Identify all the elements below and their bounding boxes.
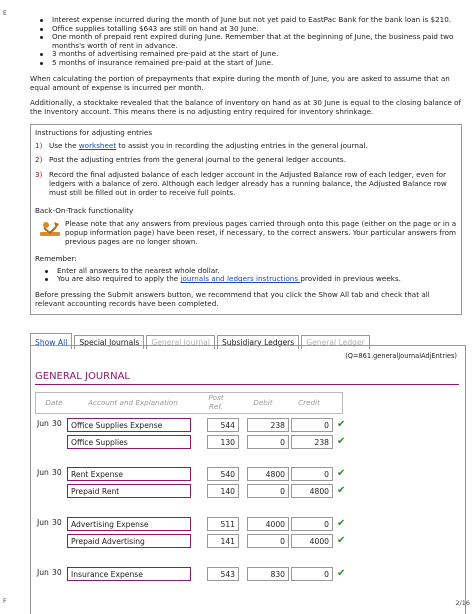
credit-input[interactable]: 4800 <box>291 484 333 498</box>
page-number: 2/16 <box>455 599 470 607</box>
journals-ledgers-instructions-link[interactable]: journals and ledgers instructions <box>180 274 301 284</box>
account-input[interactable]: Prepaid Advertising <box>67 534 191 548</box>
step-number: 3) <box>35 170 43 180</box>
credit-header: Credit <box>298 398 320 407</box>
list-item: Enter all answers to the nearest whole dollar. <box>57 267 457 276</box>
instructions-title: Instructions for adjusting entries <box>35 127 153 137</box>
title-divider <box>35 384 459 385</box>
question-code: (Q=861.generalJournalAdjEntries) <box>345 352 457 360</box>
post-ref-input[interactable]: 141 <box>207 534 239 548</box>
credit-input[interactable]: 0 <box>291 467 333 481</box>
account-input[interactable]: Advertising Expense <box>67 517 191 531</box>
entry-day: 30 <box>52 518 62 527</box>
step-text: Use the worksheet to assist you in recording the adjusting entries in the general journal. <box>49 140 368 150</box>
entry-month: Jun <box>37 568 49 577</box>
post-ref-input[interactable]: 543 <box>207 567 239 581</box>
entry-month: Jun <box>37 468 49 477</box>
show-all-panel <box>30 345 466 614</box>
remember-list <box>35 267 457 284</box>
entry-day: 30 <box>52 568 62 577</box>
post-ref-input[interactable]: 540 <box>207 467 239 481</box>
list-item: One month of prepaid rent expired during June. Remember that at the beginning of June, the business paid two months's worth of rent in advance. <box>52 33 462 50</box>
submit-advice: Before pressing the Submit answers button, we recommend that you click the Show All tab and check that all relevant accounting records have been completed. <box>35 289 430 308</box>
check-icon: ✔ <box>337 535 346 546</box>
debit-input[interactable]: 0 <box>247 435 289 449</box>
debit-input[interactable]: 238 <box>247 418 289 432</box>
debit-input[interactable]: 0 <box>247 484 289 498</box>
step-number: 2) <box>35 155 43 165</box>
entry-month: Jun <box>37 518 49 527</box>
back-on-track-text: Please note that any answers from previous pages carried through onto this page (either on the page or in a popup information page) have been reset, if necessary, to the correct answers. Your particular answers from previous pages are no longer shown. <box>65 218 457 246</box>
adjustment-info-list <box>30 16 462 68</box>
tab-special-journals[interactable]: Special Journals <box>74 335 144 349</box>
list-item: 3 months of advertising remained pre-paid at the start of June. <box>52 50 462 59</box>
check-icon: ✔ <box>337 419 346 430</box>
instruction-step <box>35 156 457 165</box>
tab-general-journal[interactable]: General Journal <box>146 335 215 349</box>
account-input[interactable]: Office Supplies <box>67 435 191 449</box>
back-on-track-title: Back-On-Track functionality <box>35 205 134 215</box>
debit-input[interactable]: 4800 <box>247 467 289 481</box>
tab-general-ledger[interactable]: General Ledger <box>301 335 370 349</box>
instruction-steps <box>35 142 457 198</box>
check-icon: ✔ <box>337 568 346 579</box>
debit-input[interactable]: 4000 <box>247 517 289 531</box>
back-on-track-notice <box>35 219 457 246</box>
check-icon: ✔ <box>337 468 346 479</box>
tab-show-all[interactable]: Show All <box>30 333 72 349</box>
instruction-step <box>35 142 457 151</box>
list-item: 5 months of insurance remained pre-paid at the start of June. <box>52 59 462 68</box>
account-header: Account and Explanation <box>88 398 178 407</box>
list-item: Interest expense incurred during the month of June but not yet paid to EastPac Bank for the bank loan is $210. <box>52 16 462 25</box>
credit-input[interactable]: 238 <box>291 435 333 449</box>
general-journal-title: GENERAL JOURNAL <box>35 371 130 382</box>
list-item: Office supplies totalling $643 are still on hand at 30 June. <box>52 25 462 34</box>
date-header: Date <box>45 398 63 407</box>
page-edge-mark-top: E <box>3 10 7 17</box>
question-content <box>30 16 462 315</box>
account-input[interactable]: Office Supplies Expense <box>67 418 191 432</box>
remember-title: Remember: <box>35 253 77 263</box>
entry-month: Jun <box>37 419 49 428</box>
debit-input[interactable]: 0 <box>247 534 289 548</box>
post-ref-input[interactable]: 544 <box>207 418 239 432</box>
back-on-track-icon <box>39 219 61 239</box>
post-ref-header: Post Ref. <box>208 393 224 411</box>
post-ref-input[interactable]: 140 <box>207 484 239 498</box>
credit-input[interactable]: 0 <box>291 567 333 581</box>
instruction-step <box>35 171 457 197</box>
prepayment-note: When calculating the portion of prepayments that expire during the month of June, you are asked to assume that an equal amount of expense is incurred per month. <box>30 73 450 92</box>
account-input[interactable]: Insurance Expense <box>67 567 191 581</box>
debit-input[interactable]: 830 <box>247 567 289 581</box>
step-text: Record the final adjusted balance of each ledger account in the Adjusted Balance row of each ledger, even for ledgers with a balance of zero. Although each ledger already has a running balance, the Adjusted Balance row must still be filled out in order to receive full points. <box>49 170 447 197</box>
debit-header: Debit <box>253 398 273 407</box>
check-icon: ✔ <box>337 485 346 496</box>
page-edge-mark-bottom: F <box>3 598 7 605</box>
credit-input[interactable]: 0 <box>291 517 333 531</box>
post-ref-input[interactable]: 511 <box>207 517 239 531</box>
entry-day: 30 <box>52 468 62 477</box>
tab-subsidiary-ledgers[interactable]: Subsidiary Ledgers <box>217 335 299 349</box>
step-text: Post the adjusting entries from the general journal to the general ledger accounts. <box>49 155 346 165</box>
check-icon: ✔ <box>337 436 346 447</box>
account-input[interactable]: Rent Expense <box>67 467 191 481</box>
account-input[interactable]: Prepaid Rent <box>67 484 191 498</box>
entry-day: 30 <box>52 419 62 428</box>
credit-input[interactable]: 4000 <box>291 534 333 548</box>
credit-input[interactable]: 0 <box>291 418 333 432</box>
post-ref-input[interactable]: 130 <box>207 435 239 449</box>
instructions-box <box>30 124 462 315</box>
step-number: 1) <box>35 140 43 150</box>
list-item: You are also required to apply the journals and ledgers instructions provided in previous weeks. <box>57 275 457 284</box>
stocktake-note: Additionally, a stocktake revealed that the balance of inventory on hand as at 30 June is equal to the closing balance of the Inventory account. This means there is no adjusting entry required for inventory shrinkage. <box>30 97 462 116</box>
check-icon: ✔ <box>337 518 346 529</box>
worksheet-link[interactable]: worksheet <box>78 140 117 150</box>
